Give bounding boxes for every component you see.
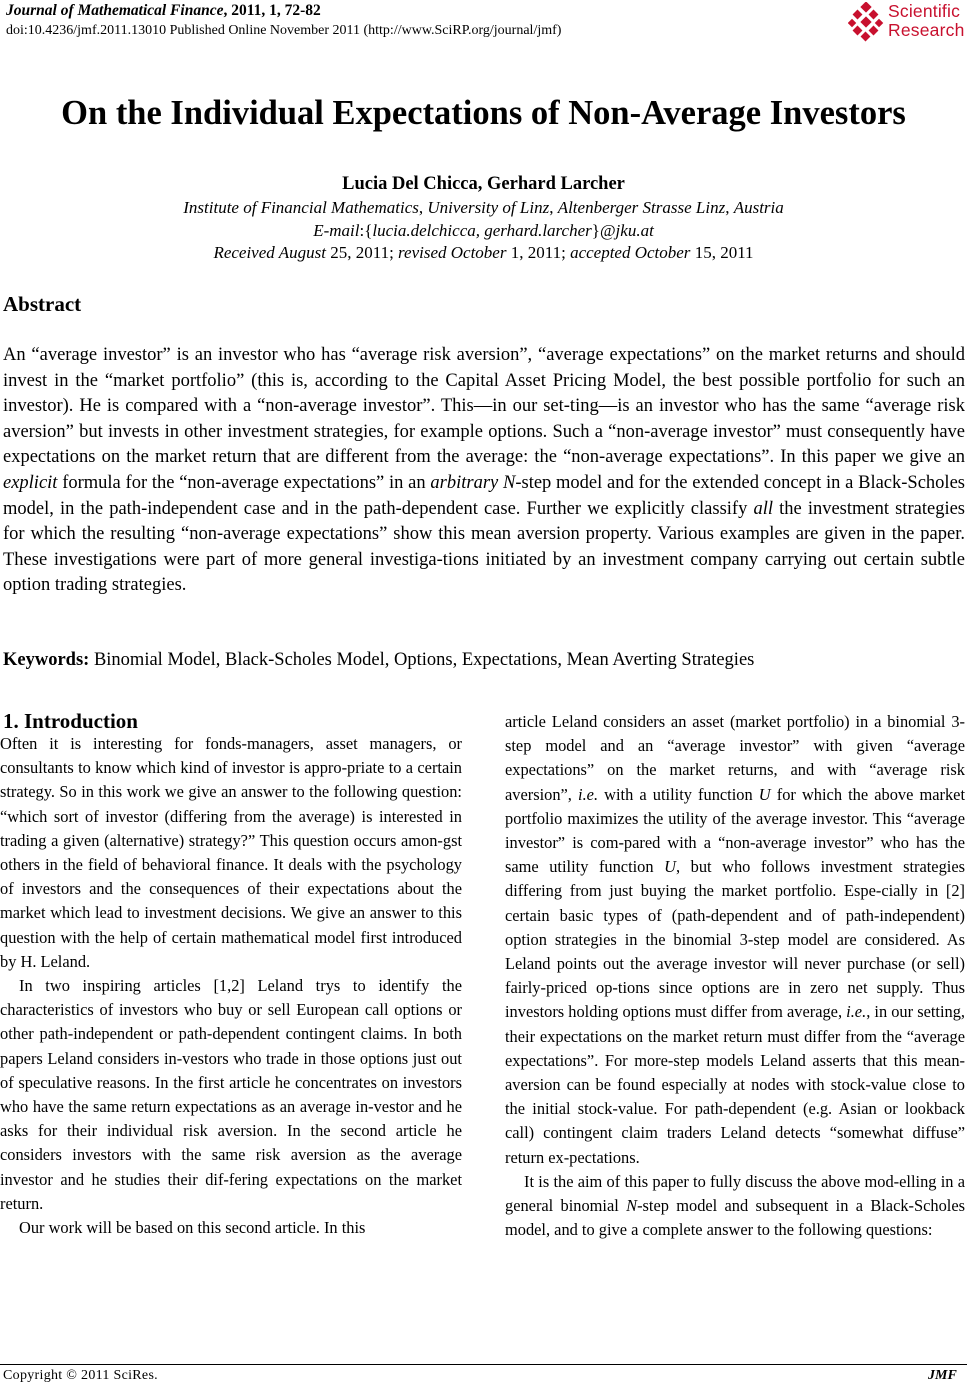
dates-line: [0, 243, 967, 263]
copyright: Copyright © 2011 SciRes.: [3, 1368, 158, 1383]
received-label: Received August: [213, 243, 326, 262]
accepted-date: 15, 2011: [690, 243, 754, 262]
logo-line-1: Scientific: [888, 1, 961, 21]
intro-paragraph-3: Our work will be based on this second article. In this: [19, 1218, 366, 1238]
journal-name: Journal of Mathematical Finance: [6, 2, 224, 19]
journal-issue: , 2011, 1, 72-82: [223, 2, 321, 19]
affil-address: Altenberger Strasse Linz: [557, 198, 726, 217]
revised-label: revised October: [398, 243, 507, 262]
received-date: 25, 2011;: [325, 243, 399, 262]
abstract-heading: Abstract: [3, 292, 82, 316]
right-column: [505, 710, 965, 1242]
affil-country: Austria: [733, 198, 784, 217]
abstract-arbitrary: arbitrary N: [430, 472, 516, 493]
logo-text: [888, 2, 965, 40]
affil-university: University of Linz: [427, 198, 550, 217]
scirp-logo-icon: [848, 2, 884, 42]
email-label: E-mail: [313, 221, 360, 240]
email-domain: @jku.at: [599, 221, 654, 240]
intro-paragraph-2: In two inspiring articles [1,2] Leland trys to identify the characteristics of investors who buy or sell European call options or other path-independent or path-dependent contingent claims. In both papers Leland considers in-vestors who trade in those options just out of speculative reasons. In the first article he concentrates on investors who have the same return expectations as an average in-vestor and he asks for their individual risk aversion. In the second article he considers investors with the same risk aversion as the average investor and he studies their dif-fering expectations on the market return.: [0, 976, 462, 1213]
accepted-label: accepted October: [570, 243, 691, 262]
affiliation: Institute of Financial Mathematics, University of Linz, Altenberger Strasse Linz, Austria: [183, 198, 784, 217]
left-column: [0, 732, 462, 1240]
journal-abbreviation: JMF: [928, 1368, 957, 1383]
revised-date: 1, 2011;: [506, 243, 571, 262]
journal-header: [6, 2, 321, 20]
keywords: [3, 650, 754, 671]
keywords-text: Binomial Model, Black-Scholes Model, Options, Expectations, Mean Averting Strategies: [89, 650, 755, 670]
abstract-text-3: -step model and for the extended concept in a Black-Scholes model, in the path-independent case and in the path-dependent case. Further we explicitly classify: [3, 472, 965, 519]
intro-paragraph-5: It is the aim of this paper to fully discuss the above mod-elling in a general binomial N-step model and subsequent in a Black-Scholes model, and to give a complete answer to the following questions:: [505, 1171, 965, 1240]
footer-divider: [0, 1364, 967, 1365]
scirp-logo: [848, 2, 967, 44]
abstract-text-1: An “average investor” is an investor who has “average risk aversion”, “average expectations” on the market returns and should invest in the “market portfolio” (this is, according to the Capital Asset Pricing Model, the best possible portfolio for such an investor). He is compared with a “non-average investor”. This—in our set-ting—is an investor who has the same “average risk aversion” but invests in other investment strategies, for example options. Such a “non-average investor” must consequently have expectations on the market return that are different from the average: the “non-average expectations”. In this paper we give an: [3, 345, 965, 468]
affil-institute: Institute of Financial Mathematics: [183, 198, 419, 217]
email-colon: :: [359, 221, 365, 240]
abstract-text-4: the investment strategies for which the resulting “non-average expectations” show this mean aversion property. Various examples are given in the paper. These investigations were part of more general investiga-tions initiated by an investment company carrying out certain subtle option trading strategies.: [3, 498, 965, 596]
email-rbrace: }: [591, 221, 600, 240]
doi-line: doi:10.4236/jmf.2011.13010 Published Online November 2011 (http://www.SciRP.org/journal/jmf): [6, 23, 562, 38]
email-addresses[interactable]: lucia.delchicca, gerhard.larcher: [372, 221, 592, 240]
section-title: 1. Introduction: [3, 709, 138, 733]
abstract-body: [3, 343, 965, 599]
keywords-label: Keywords:: [3, 650, 90, 670]
abstract-explicit: explicit: [3, 472, 58, 493]
intro-paragraph-4: article Leland considers an asset (market portfolio) in a binomial 3-step model and an “average investor” with given “average expectations” on the market returns, and with “average risk aversion”, i.e. with a utility function U for which the above market portfolio maximizes the utility of the average investor. This “average investor” is com-pared with a “non-average investor” who has the same utility function U, but who follows investment strategies differing from just buying the market portfolio. Espe-cially in [2] certain basic types of (path-dependent and of path-independent) option strategies in the binomial 3-step model are considered. As Leland points out the average investor will never purchase (or sell) fairly-priced op-tions since options are in zero net supply. Thus investors holding options must differ from average, i.e., in our setting, their expectations on the market return must differ from the “average expectations”. For more-step models Leland asserts that this mean-aversion can be found especially at nodes with stock-value close to the initial stock-value. For path-dependent (e.g. Asian or lookback call) contingent claim traders Leland detects “somewhat diffuse” return ex-pectations.: [505, 712, 966, 1167]
paper-title: On the Individual Expectations of Non-Average Investors: [61, 94, 906, 132]
email-lbrace: {: [364, 221, 373, 240]
authors: Lucia Del Chicca, Gerhard Larcher: [342, 174, 625, 194]
logo-line-2: Research: [888, 20, 965, 40]
abstract-all: all: [753, 498, 773, 519]
email-line: [0, 221, 967, 241]
intro-paragraph-1: Often it is interesting for fonds-managers, asset managers, or consultants to know which kind of investor is appro-priate to a certain strategy. So in this work we give an answer to the following question: “which sort of investor (differing from the average) is interested in trading a given (alternative) strategy?” This question occurs amon-gst others in the field of behavioral finance. It deals with the psychology of investors and the consequences of their expectations about the market which lead to investment decisions. We give an answer to this question with the help of certain mathematical model first introduced by H. Leland.: [0, 734, 462, 971]
abstract-text-2: formula for the “non-average expectations” in an: [57, 472, 431, 493]
